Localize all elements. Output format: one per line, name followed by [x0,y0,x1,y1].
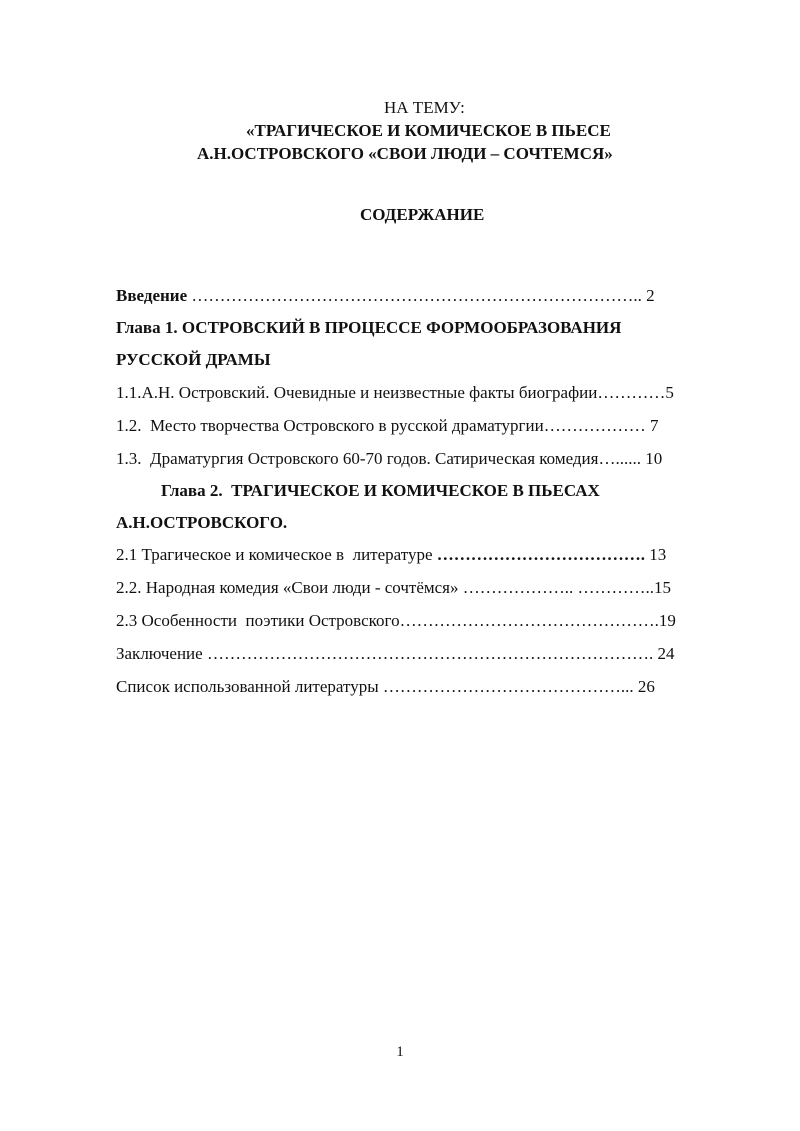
header-line-1: НА ТЕМУ: [384,98,465,117]
toc-references: Список использованной литературы ……………………………………... 26 [116,677,655,696]
toc-item-2-1 [116,545,666,565]
toc-chapter-2-line-1: Глава 2. ТРАГИЧЕСКОЕ И КОМИЧЕСКОЕ В ПЬЕСАХ [161,481,600,500]
toc-item-1-2: 1.2. Место творчества Островского в русской драматургии……………… 7 [116,416,659,435]
toc-chapter-2-line-2: А.Н.ОСТРОВСКОГО. [116,513,288,532]
toc-item-1-3: 1.3. Драматургия Островского 60-70 годов. Сатирическая комедия…...... 10 [116,449,663,468]
header-line-3: А.Н.ОСТРОВСКОГО «СВОИ ЛЮДИ – СОЧТЕМСЯ» [197,144,613,163]
page-number: 1 [396,1044,404,1060]
toc-item-2-3: 2.3 Особенности поэтики Островского……………………………………….19 [116,611,676,630]
toc-chapter-1-line-1: Глава 1. ОСТРОВСКИЙ В ПРОЦЕССЕ ФОРМООБРАЗОВАНИЯ [116,318,622,337]
toc-item-1-1: 1.1.А.Н. Островский. Очевидные и неизвестные факты биографии…………5 [116,383,674,402]
toc-intro-leader: …………………………………………………………………….. 2 [187,286,655,305]
toc-item-2-1-page: 13 [645,545,667,564]
toc-item-2-2: 2.2. Народная комедия «Свои люди - сочтёмся» ……………….. …………..15 [116,578,671,597]
toc-item-2-1-label: 2.1 Трагическое и комическое в литературе [116,545,437,564]
toc-conclusion: Заключение ……………………………………………………………………. 24 [116,644,675,663]
toc-intro-label: Введение [116,286,188,305]
toc-item-2-1-leader: ………………………………. [436,545,645,564]
contents-title: СОДЕРЖАНИЕ [360,205,485,224]
toc-intro [116,286,655,306]
header-line-2: «ТРАГИЧЕСКОЕ И КОМИЧЕСКОЕ В ПЬЕСЕ [246,121,611,140]
toc-chapter-1-line-2: РУССКОЙ ДРАМЫ [116,350,271,369]
